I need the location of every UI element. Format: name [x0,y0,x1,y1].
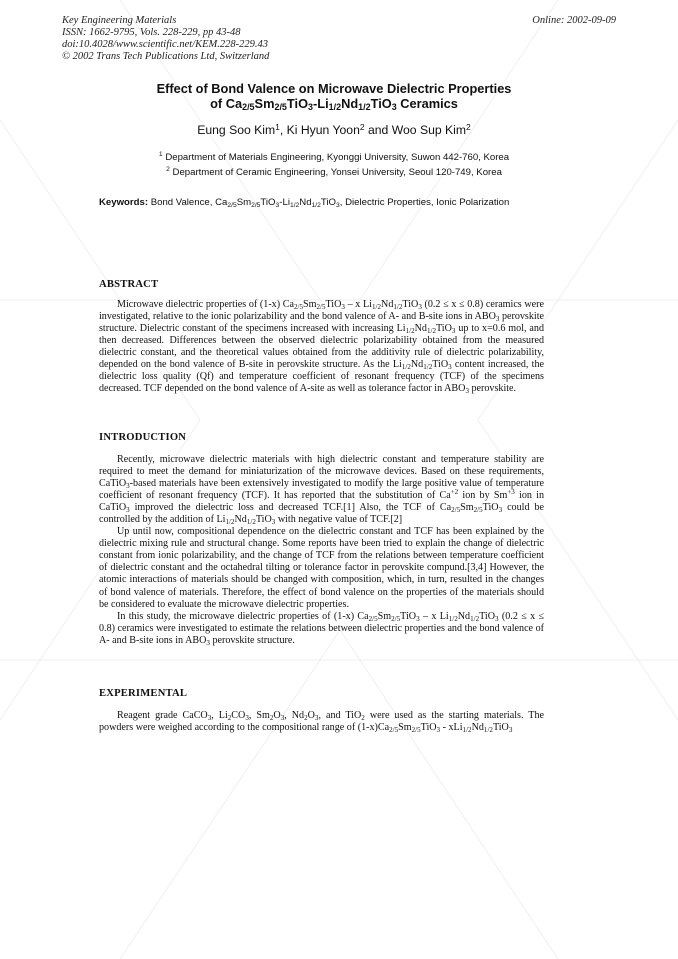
introduction-heading: INTRODUCTION [99,432,187,443]
experimental-heading: EXPERIMENTAL [99,688,188,699]
abstract-heading: ABSTRACT [99,279,159,290]
issn-line: ISSN: 1662-9795, Vols. 228-229, pp 43-48 [62,27,241,38]
intro-paragraph-3: In this study, the microwave dielectric properties of (1-x) $Ca_{2/5}Sm_{2/5}TiO_3$ – x $Li_{1/2}Nd_{1/2}TiO_3$ (0.2 ≤ x ≤ 0.8) ceramics were investigated to estimate the relations between dielectric properties and the bond valence of A- and B-site ions in $ABO_3$ perovskite structure. [99,610,544,647]
keywords: Keywords: Bond Valence, $Ca_{2/5}Sm_{2/5}TiO_3-Li_{1/2}Nd_{1/2}TiO_3$, Dielectric Properties, Ionic Polarization [99,197,510,209]
title-line-2: of $Ca_{2/5}Sm_{2/5}TiO_3-Li_{1/2}Nd_{1/2}TiO_3$ Ceramics [210,96,458,112]
intro-paragraph-2: Up until now, compositional dependence on the dielectric constant and TCF has been explained by the dielectric mixing rule and structural change. Some reports have been tried to explain the change of dielectric constant from ionic polarizability, and the change of TCF from the relations between temperature coefficient of dielectric constant and the octahedral tilting or tolerance factor in perovskite compund.[3,4] However, the atomic interactions of materials should be changed with composition, which, in turn, resulted in the changes of bond valence of materials. Therefore, the effect of bond valence on the properties of the materials should be considered to evaluate the microwave dielectric properties. [99,526,544,610]
experimental-body: Reagent grade CaCO$_3$, $Li_2CO_3$, $Sm_2O_3$, $Nd_2O_3$, and TiO$_2$ were used as the starting materials. The powders were weighed according to the compositional range of $(1-x)Ca_{2/5}Sm_{2/5}TiO_3 - xLi_{1/2}Nd_{1/2}TiO_3$ [99,710,544,735]
affiliation-1: $^1$ Department of Materials Engineering, Kyonggi University, Suwon 442-760, Korea [158,151,510,163]
keywords-label: Keywords: [99,197,149,208]
journal-name: Key Engineering Materials [62,15,177,26]
affiliation-2: $^2$ Department of Ceramic Engineering, Yonsei University, Seoul 120-749, Korea [166,166,502,178]
journal-header [62,15,269,63]
copyright-line: © 2002 Trans Tech Publications Ltd, Switzerland [62,51,270,62]
introduction-body [99,454,544,647]
title-line-1: Effect of Bond Valence on Microwave Dielectric Properties [156,81,512,96]
paper-title [60,81,608,111]
online-date: Online: 2002-09-09 [532,15,616,26]
intro-paragraph-1: Recently, microwave dielectric materials with high dielectric constant and temperature stability are required to meet the demand for miniaturization of the microwave devices. Based on these requirements, CaTiO$_3$-based materials have been extensively investigated to modify the large positive value of temperature coefficient of resonant frequency (TCF). It has reported that the substitution of $Ca^{+2}$ ion by $Sm^{+3}$ ion in CaTiO$_3$ improved the dielectric loss and decreased TCF.[1] Also, the TCF of $Ca_{2/5}Sm_{2/5}TiO_3$ could be controlled by the addition of $Li_{1/2}Nd_{1/2}TiO_3$ with negative value of TCF.[2] [99,454,545,527]
abstract-body: Microwave dielectric properties of (1-x) $Ca_{2/5}Sm_{2/5}TiO_3$ – x $Li_{1/2}Nd_{1/2}TiO_3$ (0.2 ≤ x ≤ 0.8) ceramics were investigated, relative to the ionic polarizability and the bond valence of A- and B-site ions in $ABO_3$ perovskite structure. Dielectric constant of the specimens increased with increasing $Li_{1/2}Nd_{1/2}TiO_3$ up to x=0.6 mol, and then decreased. Differences between the observed dielectric polarizability obtained from the measured dielectric constant, and the theoretical values obtained from the additivity rule of dielectric polarizability, depended on the bond valence of B-site in perovskite structure. As the $Li_{1/2}Nd_{1/2}TiO_3$ content increased, the dielectric loss quality (Qf) and temperature coefficient of resonant frequency (TCF) of the specimens decreased. TCF depended on the bond valence of A-site as well as tolerance factor in $ABO_3$ perovskite. [99,299,545,396]
doi-line[interactable]: doi:10.4028/www.scientific.net/KEM.228-229.43 [62,39,268,50]
author-list: Eung Soo Kim$^1$, Ki Hyun Yoon$^2$ and Woo Sup Kim$^2$ [197,122,471,137]
